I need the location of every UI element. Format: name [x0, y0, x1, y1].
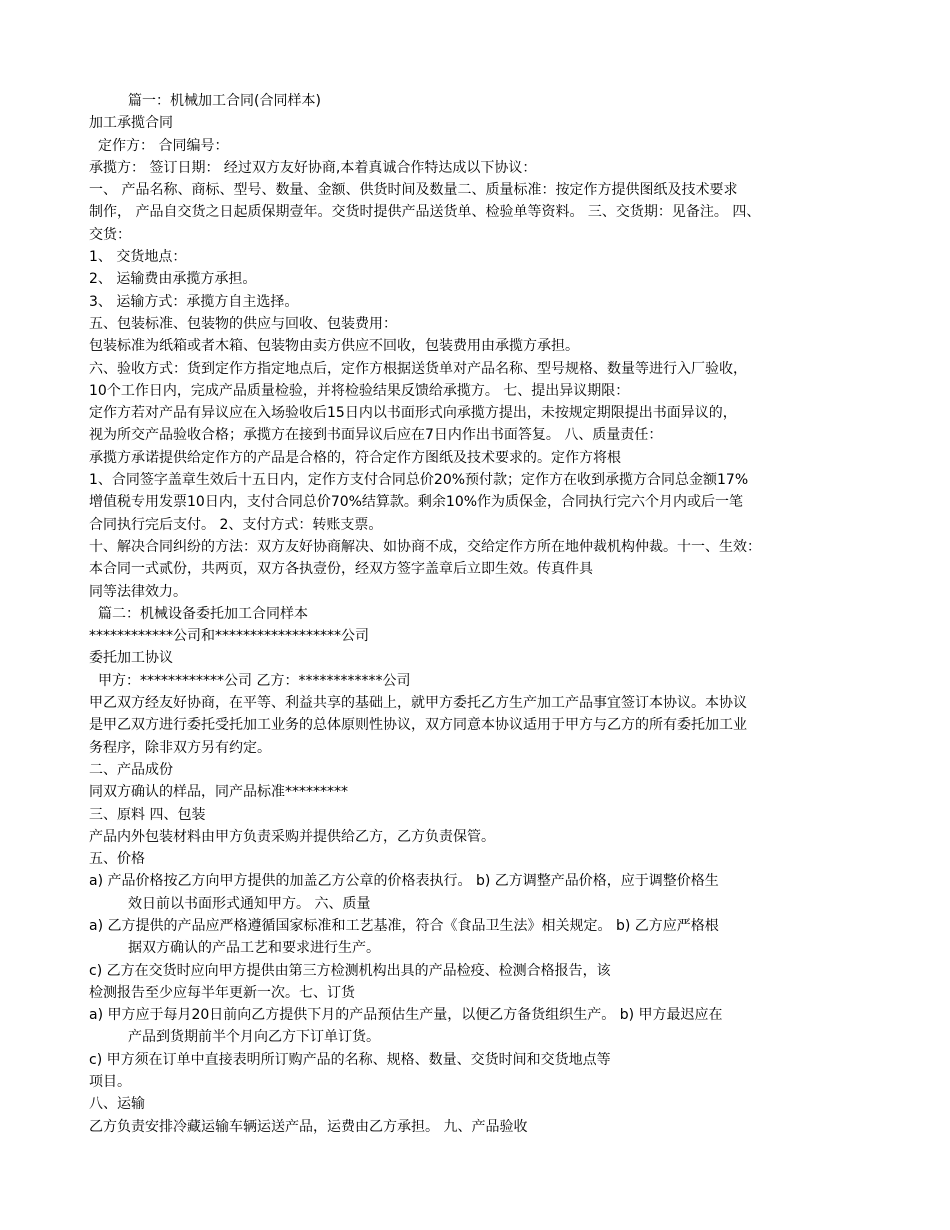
text-line: 3、 运输方式：承揽方自主选择。	[89, 293, 299, 310]
text-line: 同等法律效力。	[89, 583, 187, 600]
text-line: 甲方：************公司 乙方：************公司	[98, 672, 411, 689]
text-line: 产品到货期前半个月向乙方下订单订货。	[128, 1029, 380, 1046]
text-line: 增值税专用发票10日内，支付合同总价70%结算款。剩余10%作为质保金，合同执行完六个月内或后一笔	[89, 494, 744, 511]
text-line: 检测报告至少应每半年更新一次。七、订货	[89, 984, 355, 1001]
text-line: 甲乙双方经友好协商，在平等、利益共享的基础上，就甲方委托乙方生产加工产品事宜签订本协议。本协议	[89, 695, 747, 712]
text-line: a) 甲方应于每月20日前向乙方提供下月的产品预估生产量，以便乙方备货组织生产。 b) 甲方最迟应在	[89, 1007, 723, 1024]
text-line: 是甲乙双方进行委托受托加工业务的总体原则性协议，双方同意本协议适用于甲方与乙方的所有委托加工业	[89, 717, 747, 734]
text-line: 交货：	[89, 226, 131, 243]
text-line: 篇一：机械加工合同(合同样本)	[128, 93, 321, 109]
document-page	[89, 90, 889, 1138]
text-line: 五、价格	[89, 851, 145, 868]
text-line: 务程序，除非双方另有约定。	[89, 739, 271, 756]
text-line: 定作方： 合同编号：	[98, 137, 229, 154]
text-line: 承揽方承诺提供给定作方的产品是合格的，符合定作方图纸及技术要求的。定作方将根	[89, 449, 621, 466]
text-line: 1、合同签字盖章生效后十五日内，定作方支付合同总价20%预付款；定作方在收到承揽方合同总金额17%	[89, 472, 749, 489]
text-line: ************公司和******************公司	[89, 628, 369, 645]
text-line: 合同执行完后支付。 2、支付方式：转账支票。	[89, 516, 383, 533]
text-line: 2、 运输费由承揽方承担。	[89, 271, 257, 288]
text-line: 定作方若对产品有异议应在入场验收后15日内以书面形式向承揽方提出，未按规定期限提出书面异议的，	[89, 405, 737, 422]
text-line: 二、产品成份	[89, 761, 173, 778]
text-line: 制作， 产品自交货之日起质保期壹年。交货时提供产品送货单、检验单等资料。 三、交货期：见备注。 四、	[89, 204, 761, 221]
text-line: 承揽方： 签订日期： 经过双方友好协商,本着真诚合作特达成以下协议：	[89, 159, 537, 176]
text-line: c) 乙方在交货时应向甲方提供由第三方检测机构出具的产品检疫、检测合格报告，该	[89, 962, 611, 979]
text-line: 八、运输	[89, 1096, 145, 1113]
text-line: 1、 交货地点：	[89, 249, 187, 266]
text-line: 10个工作日内，完成产品质量检验，并将检验结果反馈给承揽方。 七、提出异议期限：	[89, 382, 630, 399]
text-line: 同双方确认的样品，同产品标准*********	[89, 784, 348, 801]
text-line: 六、验收方式：货到定作方指定地点后，定作方根据送货单对产品名称、型号规格、数量等进行入厂验收，	[89, 360, 747, 377]
text-line: 一、 产品名称、商标、型号、数量、金额、供货时间及数量二、质量标准：按定作方提供图纸及技术要求	[89, 182, 738, 199]
text-line: 本合同一式贰份，共两页，双方各执壹份，经双方签字盖章后立即生效。传真件具	[89, 561, 593, 578]
text-line: 十、解决合同纠纷的方法：双方友好协商解决、如协商不成，交给定作方所在地仲裁机构仲裁。十一、生效：	[89, 538, 761, 555]
text-line: a) 乙方提供的产品应严格遵循国家标准和工艺基准，符合《食品卫生法》相关规定。 b) 乙方应严格根	[89, 917, 719, 934]
text-line: 产品内外包装材料由甲方负责采购并提供给乙方，乙方负责保管。	[89, 828, 495, 845]
text-line: 三、原料 四、包装	[89, 806, 206, 823]
text-line: 委托加工协议	[89, 650, 173, 667]
text-line: 篇二：机械设备委托加工合同样本	[98, 605, 308, 622]
text-line: 效日前以书面形式通知甲方。 六、质量	[128, 895, 371, 912]
text-line: c) 甲方须在订单中直接表明所订购产品的名称、规格、数量、交货时间和交货地点等	[89, 1051, 611, 1068]
text-line: 据双方确认的产品工艺和要求进行生产。	[128, 940, 380, 957]
text-line: 乙方负责安排冷藏运输车辆运送产品，运费由乙方承担。 九、产品验收	[89, 1118, 528, 1135]
text-line: 加工承揽合同	[89, 115, 173, 132]
text-line: 五、包装标准、包装物的供应与回收、包装费用：	[89, 315, 397, 332]
text-line: 项目。	[89, 1074, 131, 1091]
text-line: a) 产品价格按乙方向甲方提供的加盖乙方公章的价格表执行。 b) 乙方调整产品价格，应于调整价格生	[89, 873, 719, 890]
text-line: 视为所交产品验收合格；承揽方在接到书面异议后应在7日内作出书面答复。 八、质量责任：	[89, 427, 663, 444]
text-line: 包装标准为纸箱或者木箱、包装物由卖方供应不回收，包装费用由承揽方承担。	[89, 338, 579, 355]
